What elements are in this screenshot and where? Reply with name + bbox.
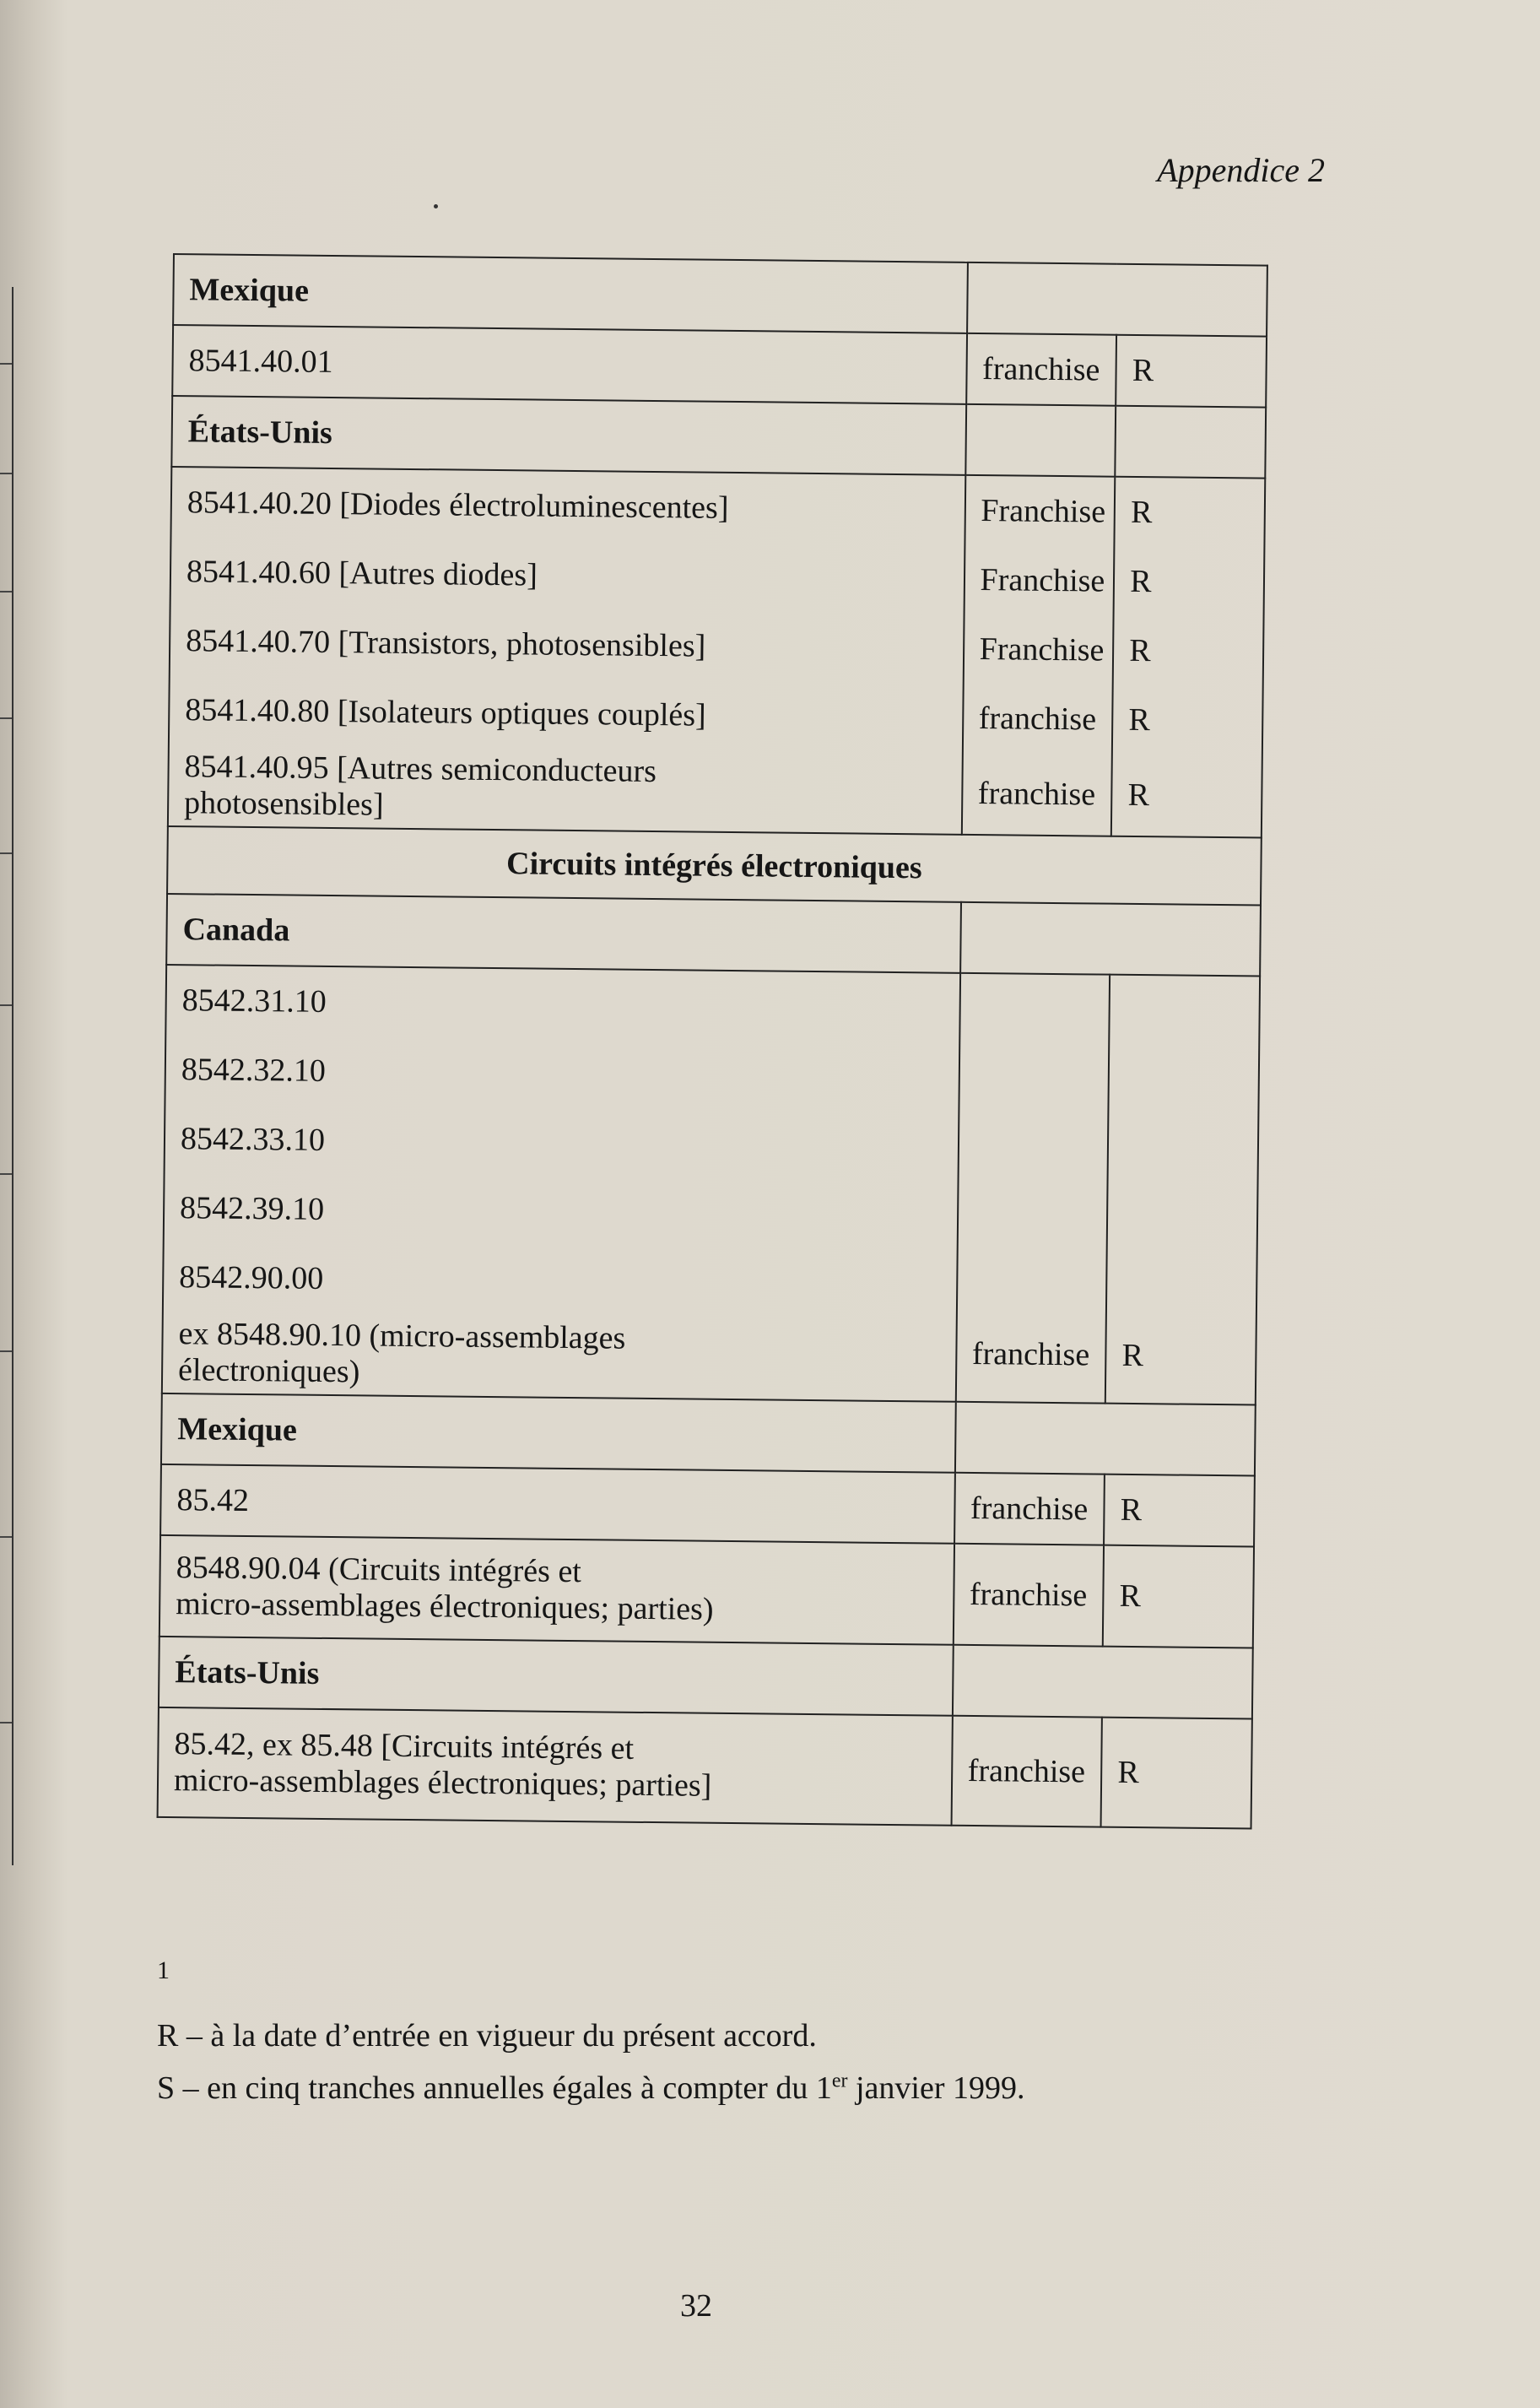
note-s-superscript: er	[831, 2070, 848, 2092]
staging: R	[1101, 1718, 1252, 1829]
table-row	[162, 965, 1260, 1405]
treatment: Franchise	[980, 561, 1105, 599]
table-row	[161, 1393, 1256, 1476]
staging: R	[1104, 1475, 1255, 1547]
gutter-tick	[0, 852, 12, 854]
gutter-tick	[0, 1536, 12, 1538]
treatment: franchise	[951, 1716, 1102, 1827]
tariff-code-line: ex 8548.90.10 (micro-assemblages	[178, 1316, 626, 1357]
staging-list	[1111, 477, 1265, 838]
section-heading: Circuits intégrés électroniques	[167, 826, 1262, 906]
country-heading: Mexique	[161, 1393, 955, 1473]
table-row	[160, 1464, 1255, 1547]
country-heading: États-Unis	[171, 396, 965, 475]
tariff-table-area	[155, 253, 1321, 1936]
tariff-code-line: micro-assemblages électroniques; parties]	[173, 1762, 712, 1804]
tariff-code-line: micro-assemblages électroniques; parties)	[176, 1586, 714, 1627]
treatment: franchise	[966, 333, 1117, 406]
treatment: franchise	[955, 973, 1110, 1404]
staging: R	[1130, 494, 1153, 530]
note-s-text: S – en cinq tranches annuelles égales à compter du 1	[157, 2070, 832, 2106]
table-row	[159, 1637, 1253, 1719]
tariff-code: 8541.40.70 [Transistors, photosensibles]	[185, 622, 706, 664]
previous-page-edge	[0, 287, 14, 1865]
speck	[434, 204, 438, 208]
treatment: Franchise	[981, 492, 1106, 530]
tariff-code	[158, 1707, 953, 1826]
staging: R	[1128, 701, 1151, 738]
tariff-code: 8541.40.60 [Autres diodes]	[186, 553, 538, 593]
staging: R	[1130, 563, 1152, 599]
notes	[157, 2017, 1254, 2122]
gutter-tick	[0, 591, 12, 593]
empty-cell	[967, 262, 1267, 337]
gutter-tick	[0, 473, 12, 474]
table-row	[171, 396, 1266, 479]
treatment: franchise	[954, 1473, 1105, 1545]
tariff-code-list	[162, 965, 960, 1402]
gutter-tick	[0, 1722, 12, 1723]
footnote-mark: 1	[157, 1956, 170, 1984]
table-row	[173, 254, 1267, 337]
gutter-tick	[0, 717, 12, 719]
staging: R	[1129, 632, 1151, 668]
tariff-code-line: 85.42, ex 85.48 [Circuits intégrés et	[174, 1726, 635, 1767]
empty-cell	[960, 902, 1261, 977]
table-row	[159, 1535, 1254, 1648]
gutter-tick	[0, 1350, 12, 1352]
treatment: franchise	[977, 775, 1096, 813]
table-row	[168, 467, 1265, 838]
note-s	[157, 2070, 1254, 2107]
note-s-text-end: janvier 1999.	[847, 2070, 1025, 2106]
staging: R	[1127, 777, 1150, 813]
tariff-code-line: 8541.40.95 [Autres semiconducteurs	[184, 749, 657, 790]
gutter-tick	[0, 1004, 12, 1006]
country-heading: Canada	[166, 894, 960, 973]
treatment: franchise	[953, 1544, 1104, 1647]
table-row	[158, 1707, 1252, 1829]
empty-cell	[952, 1645, 1252, 1719]
table-row	[167, 826, 1262, 906]
country-heading: Mexique	[173, 254, 967, 333]
table-row	[166, 894, 1261, 977]
country-heading: États-Unis	[159, 1637, 953, 1716]
tariff-code: 8541.40.01	[172, 325, 966, 404]
tariff-code: 8542.33.10	[180, 1120, 326, 1158]
empty-cell	[1116, 406, 1267, 479]
treatment: Franchise	[979, 630, 1105, 668]
tariff-code	[159, 1535, 954, 1645]
empty-cell	[954, 1402, 1255, 1476]
table-row	[172, 325, 1267, 408]
tariff-code: 8542.32.10	[181, 1051, 327, 1089]
tariff-code: 8542.39.10	[179, 1189, 325, 1227]
gutter-tick	[0, 363, 12, 365]
treatment: franchise	[978, 700, 1097, 738]
tariff-code-line: électroniques)	[177, 1352, 360, 1390]
treatment-list	[961, 475, 1115, 836]
tariff-code: 8541.40.20 [Diodes électroluminescentes]	[186, 484, 729, 526]
tariff-code-line: photosensibles]	[183, 785, 384, 823]
tariff-code-line: 8548.90.04 (Circuits intégrés et	[176, 1550, 582, 1590]
staging: R	[1105, 975, 1260, 1405]
staging: R	[1103, 1545, 1254, 1648]
tariff-code: 8542.90.00	[179, 1258, 324, 1296]
page-number: 32	[680, 2288, 712, 2324]
tariff-code	[178, 1312, 941, 1400]
tariff-code: 85.42	[160, 1464, 954, 1544]
gutter-tick	[0, 1173, 12, 1175]
tariff-table	[157, 253, 1268, 1829]
staging: R	[1116, 335, 1267, 408]
tariff-code-list	[168, 467, 965, 835]
tariff-code: 8541.40.80 [Isolateurs optiques couplés]	[185, 691, 706, 733]
empty-cell	[965, 404, 1116, 477]
note-r: R – à la date d’entrée en vigueur du présent accord.	[157, 2018, 817, 2054]
tariff-code	[184, 744, 947, 833]
tariff-code: 8542.31.10	[181, 982, 327, 1020]
running-header: Appendice 2	[1157, 151, 1325, 189]
